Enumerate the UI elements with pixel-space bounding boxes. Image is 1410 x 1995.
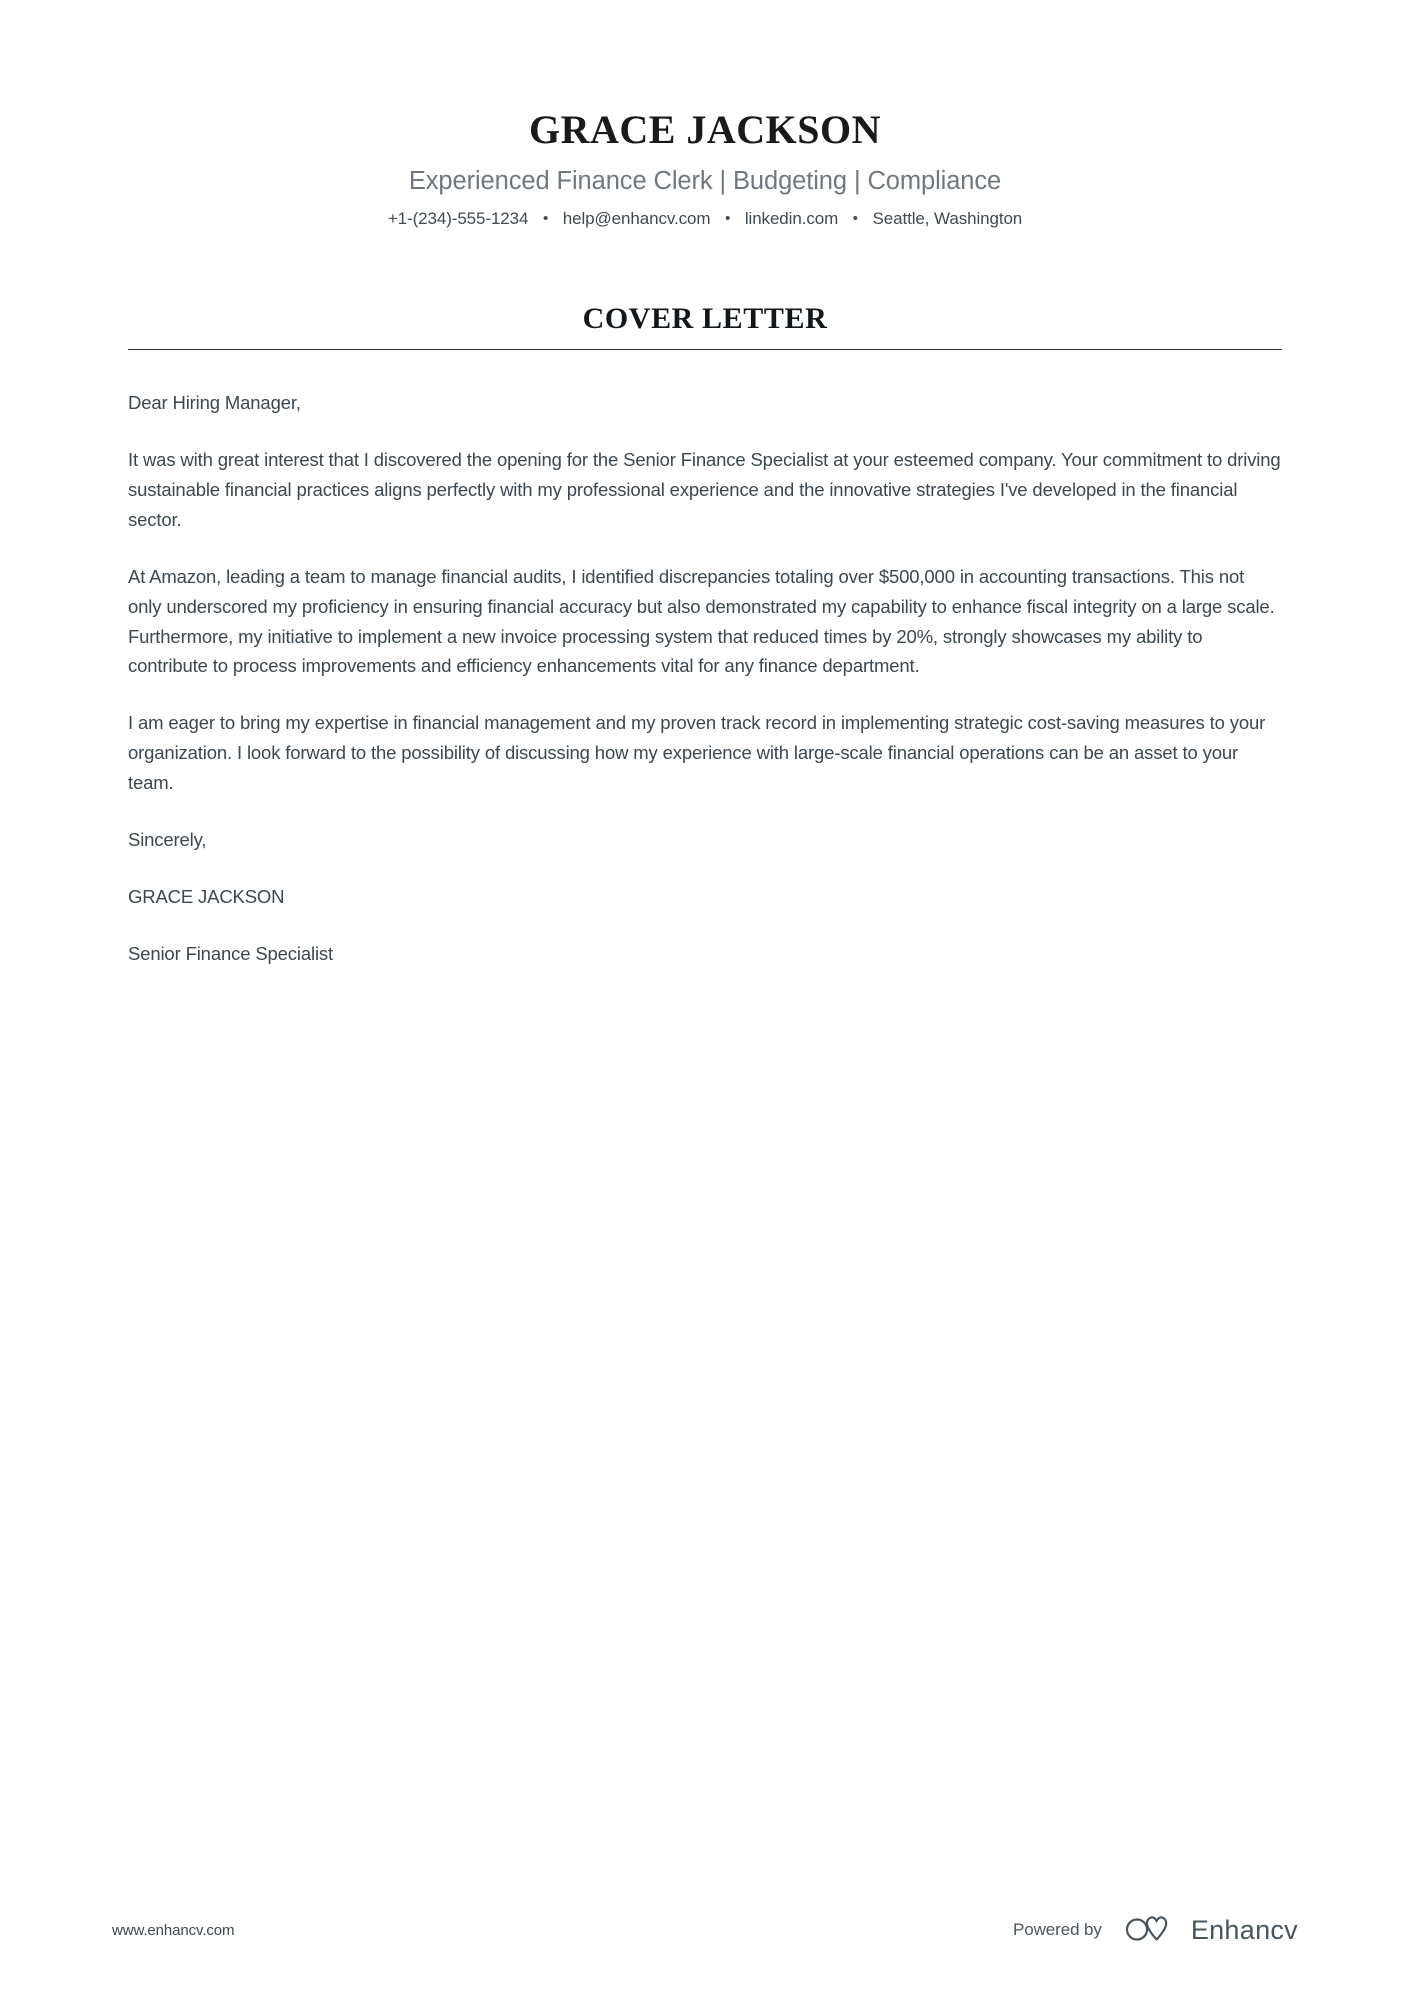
salutation: Dear Hiring Manager, (128, 391, 301, 413)
powered-by-block (1013, 1913, 1298, 1948)
powered-by-label: Powered by (1013, 1920, 1102, 1939)
contact-line (0, 208, 1410, 230)
page-footer (0, 1865, 1410, 1995)
contact-location: Seattle, Washington (872, 208, 1023, 228)
enhancv-logo-icon (1124, 1913, 1178, 1948)
contact-separator-icon: • (852, 209, 858, 227)
candidate-headline: Experienced Finance Clerk | Budgeting | Compliance (408, 167, 1002, 195)
signature-name: GRACE JACKSON (128, 886, 285, 908)
contact-separator-icon: • (543, 209, 549, 227)
letter-body (0, 388, 1410, 970)
section-title: COVER LETTER (582, 301, 828, 335)
letter-paragraph: I am eager to bring my expertise in financial management and my proven track record in implementing strategic cost-saving measures to your organization. I look forward to the possibility of discussing how my experience with large-scale financial operations can be an asset to your team. (128, 712, 1266, 794)
closing: Sincerely, (128, 829, 207, 851)
signature-title: Senior Finance Specialist (128, 943, 333, 965)
section-divider (128, 349, 1282, 350)
letter-paragraph: It was with great interest that I discovered the opening for the Senior Finance Specialist at your esteemed company. Your commitment to driving sustainable financial practices aligns perfectly with my professional experience and the innovative strategies I've developed in the financial sector. (128, 448, 1281, 530)
footer-website-url[interactable]: www.enhancv.com (112, 1921, 235, 1939)
enhancv-brand[interactable] (1124, 1913, 1298, 1948)
letter-paragraph: At Amazon, leading a team to manage financial audits, I identified discrepancies totaling over $500,000 in accounting transactions. This not only underscored my proficiency in ensuring financial accuracy but also demonstrated my capability to enhance fiscal integrity on a large scale. Furthermore, my initiative to implement a new invoice processing system that reduced times by 20%, strongly showcases my ability to contribute to process improvements and efficiency enhancements vital for any finance department. (128, 565, 1275, 677)
section-header (0, 302, 1410, 350)
enhancv-wordmark: Enhancv (1190, 1914, 1298, 1945)
contact-separator-icon: • (725, 209, 731, 227)
contact-phone[interactable]: +1-(234)-555-1234 (387, 208, 529, 228)
letter-header (0, 0, 1410, 230)
contact-email[interactable]: help@enhancv.com (562, 208, 711, 228)
candidate-name: GRACE JACKSON (528, 107, 882, 152)
contact-linkedin[interactable]: linkedin.com (744, 208, 839, 228)
